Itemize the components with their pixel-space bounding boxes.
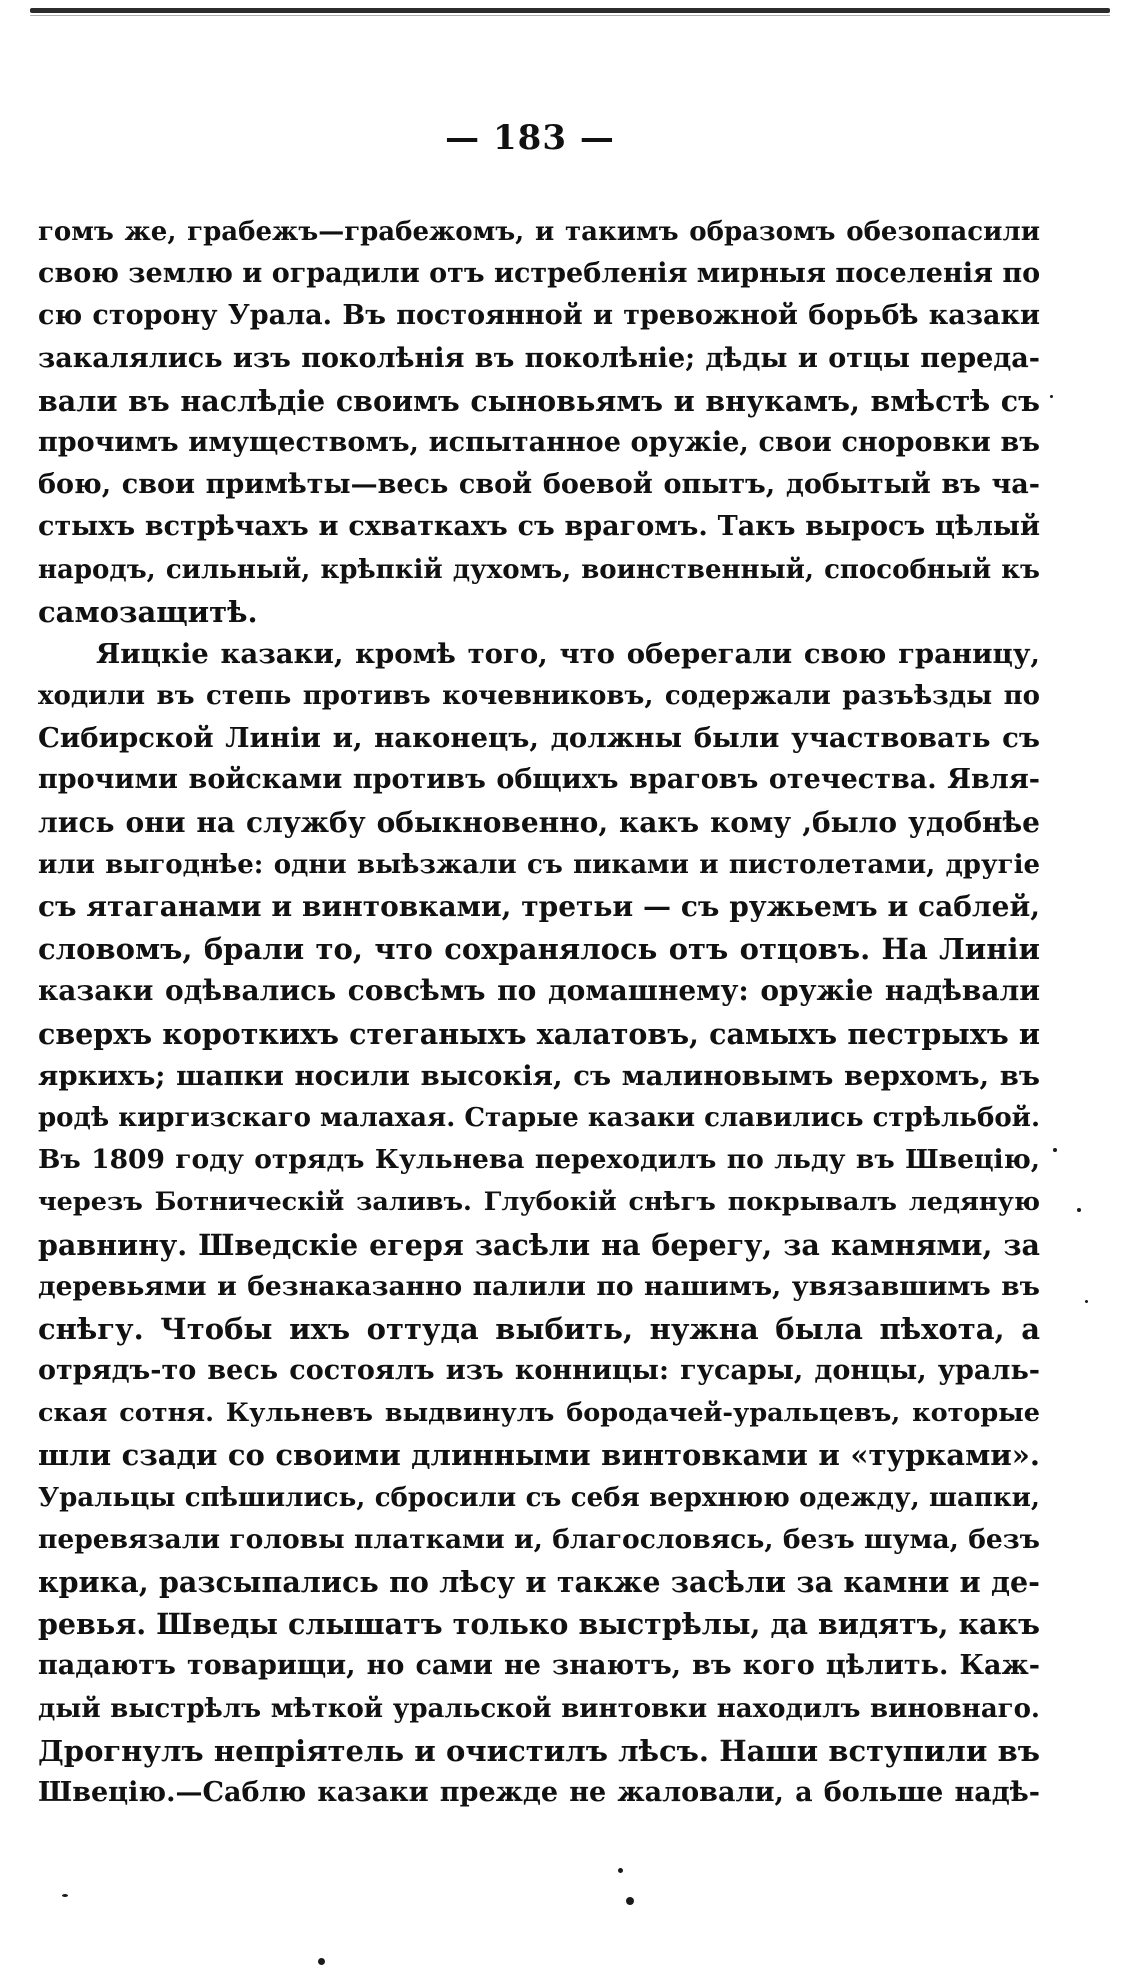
text-line: закалялись изъ поколѣнія въ поколѣніе; дѣды и отцы переда- xyxy=(38,342,1040,374)
text-line: самозащитѣ. xyxy=(38,594,258,629)
text-line: черезъ Ботническій заливъ. Глубокій снѣгъ покрывалъ ледяную xyxy=(38,1187,1040,1218)
ink-speck xyxy=(1085,1300,1088,1303)
text-line: падаютъ товарищи, но сами не знаютъ, въ кого цѣлить. Каж- xyxy=(38,1650,1040,1682)
ink-speck xyxy=(1053,1148,1057,1152)
text-line: гомъ же, грабежъ—грабежомъ, и такимъ образомъ обезопасили xyxy=(38,217,1040,247)
text-line: яркихъ; шапки носили высокія, съ малиновымъ верхомъ, въ xyxy=(38,1059,1040,1092)
text-line: равнину. Шведскіе егеря засѣли на берегу, за камнями, за xyxy=(38,1227,1040,1262)
ink-speck xyxy=(318,1958,325,1965)
text-line: перевязали головы платками и, благословясь, безъ шума, безъ xyxy=(38,1523,1040,1555)
text-line: казаки одѣвались совсѣмъ по домашнему: оружіе надѣвали xyxy=(38,974,1040,1008)
text-line: словомъ, брали то, что сохранялось отъ отцовъ. На Линіи xyxy=(38,932,1040,967)
text-line: сверхъ короткихъ стеганыхъ халатовъ, самыхъ пестрыхъ и xyxy=(38,1016,1040,1051)
text-line: вали въ наслѣдіе своимъ сыновьямъ и внукамъ, вмѣстѣ съ xyxy=(38,383,1040,418)
text-line: прочимъ имуществомъ, испытанное оружіе, свои сноровки въ xyxy=(38,426,1040,458)
text-line: свою землю и оградили отъ истребленія мирныя поселенія по xyxy=(38,258,1040,290)
text-line: или выгоднѣе: одни выѣзжали съ пиками и пистолетами, другіе xyxy=(38,849,1040,880)
top-border-rule-faint xyxy=(30,15,1110,16)
text-line: сю сторону Урала. Въ постоянной и тревожной борьбѣ казаки xyxy=(38,300,1040,332)
text-line: ревья. Шведы слышатъ только выстрѣлы, да видятъ, какъ xyxy=(38,1607,1040,1642)
ink-speck xyxy=(626,1897,634,1905)
page-number: — 183 — xyxy=(445,118,615,158)
text-line: лись они на службу обыкновенно, какъ кому ,было удобнѣе xyxy=(38,805,1040,839)
text-line: деревьями и безнаказанно палили по нашимъ, увязавшимъ въ xyxy=(38,1270,1040,1302)
text-line: прочими войсками противъ общихъ враговъ отечества. Явля- xyxy=(38,764,1040,796)
text-line: отрядъ-то весь состоялъ изъ конницы: гусары, донцы, ураль- xyxy=(38,1355,1040,1387)
text-line: Яицкіе казаки, кромѣ того, что оберегали свою границу, xyxy=(96,637,1040,670)
text-line: ская сотня. Кульневъ выдвинулъ бородачей-уральцевъ, которые xyxy=(38,1398,1040,1429)
text-line: снѣгу. Чтобы ихъ оттуда выбить, нужна была пѣхота, а xyxy=(38,1311,1040,1346)
text-line: бою, свои примѣты—весь свой боевой опытъ, добытый въ ча- xyxy=(38,469,1040,501)
text-line: Уральцы спѣшились, сбросили съ себя верхнюю одежду, шапки, xyxy=(38,1482,1040,1513)
ink-speck xyxy=(62,1894,68,1897)
ink-speck xyxy=(1050,395,1053,398)
text-line: ходили въ степь противъ кочевниковъ, содержали разъѣзды по xyxy=(38,681,1040,712)
body-text xyxy=(38,211,1040,1814)
text-line: дый выстрѣлъ мѣткой уральской винтовки находилъ виновнаго. xyxy=(38,1693,1040,1724)
text-line: Въ 1809 году отрядъ Кульнева переходилъ по льду въ Швецію, xyxy=(38,1144,1040,1176)
ink-speck xyxy=(1077,1208,1081,1212)
ink-speck xyxy=(618,1868,623,1873)
text-line: съ ятаганами и винтовками, третьи — съ ружьемъ и саблей, xyxy=(38,890,1040,923)
text-line: народъ, сильный, крѣпкій духомъ, воинственный, способный къ xyxy=(38,554,1040,585)
text-line: стыхъ встрѣчахъ и схваткахъ съ врагомъ. Такъ выросъ цѣлый xyxy=(38,511,1040,543)
top-border-rule xyxy=(30,8,1110,13)
text-line: Дрогнулъ непріятель и очистилъ лѣсъ. Наши вступили въ xyxy=(38,1733,1040,1768)
text-line: шли сзади со своими длинными винтовками и «турками». xyxy=(38,1438,1040,1473)
text-line: Сибирской Линіи и, наконецъ, должны были участвовать съ xyxy=(38,722,1040,755)
text-line: крика, разсыпались по лѣсу и также засѣли за камни и де- xyxy=(38,1565,1040,1599)
text-line: родѣ киргизскаго малахая. Старые казаки славились стрѣльбой. xyxy=(38,1102,1040,1133)
text-line: Швецію.—Саблю казаки прежде не жаловали, а больше надѣ- xyxy=(38,1776,1040,1808)
